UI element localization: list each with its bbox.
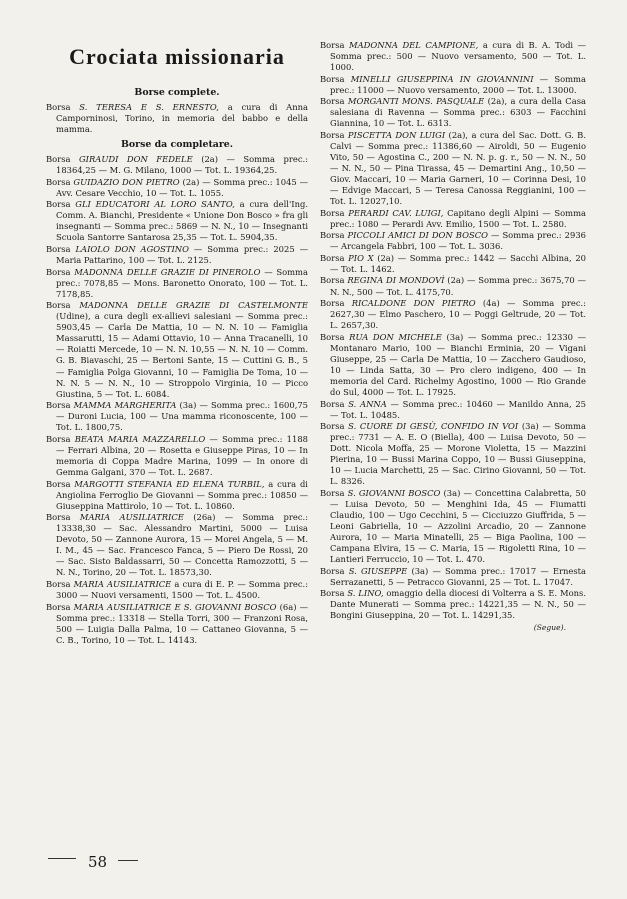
fund-entry — [46, 602, 308, 646]
right-column — [320, 40, 586, 633]
fund-name: PICCOLI AMICI DI DON BOSCO — [347, 230, 488, 241]
fund-name: PISCETTA DON LUIGI — [347, 129, 446, 140]
entry-text: (3a) — Somma prec.: 17017 — Ernesta Serrazanetti, 5 — Petracco Giovanni, 25 — Tot. L. 17047. — [330, 565, 586, 587]
fund-name: GLI EDUCATORI AL LORO SANTO, — [75, 199, 235, 210]
section-heading-to-complete: Borse da completare. — [120, 139, 234, 151]
entry-prefix: Borsa — [46, 478, 71, 489]
entry-text: — Somma prec.: 11000 — Nuovo versamento, 2000 — Tot. L. 13000. — [330, 73, 586, 95]
footer-rule-right — [118, 860, 138, 861]
entry-prefix: Borsa — [320, 96, 345, 107]
fund-name: MAMMA MARGHERITA — [73, 400, 177, 411]
entry-text: — Somma prec.: 2936 — Arcangela Fabbri, 100 — Tot. L. 3036. — [330, 230, 586, 252]
entry-prefix: Borsa — [46, 154, 71, 165]
entry-text: (4a) — Somma prec.: 2627,30 — Elmo Paschero, 10 — Poggi Geltrude, 20 — Tot. L. 2657,30. — [330, 298, 586, 331]
entry-prefix: Borsa — [320, 73, 345, 84]
fund-entry — [46, 154, 308, 176]
entry-text: (2a), a cura della Casa salesiana di Ravenna — Somma prec.: 6303 — Facchini Giannina, 10 — Tot. L. 6313. — [330, 96, 587, 129]
entry-prefix: Borsa — [320, 275, 345, 286]
fund-name: MINELLI GIUSEPPINA IN GIOVANNINI — [350, 73, 534, 84]
fund-name: REGINA DI MONDOVÌ — [347, 275, 445, 286]
entry-text: — Somma prec.: 7078,85 — Mons. Baronetto Onorato, 100 — Tot. L. 7178,85. — [56, 266, 308, 299]
left-column — [46, 40, 308, 646]
entry-text: (3a) — Somma prec.: 1600,75 — Duroni Lucia, 100 — Una mamma riconoscente, 100 — Tot. L. 1800,75. — [56, 400, 309, 433]
entry-prefix: Borsa — [46, 512, 71, 523]
fund-entry — [46, 400, 308, 433]
fund-name: MARIA AUSILIATRICE E S. GIOVANNI BOSCO — [73, 601, 277, 612]
fund-name: PIO X — [348, 252, 374, 263]
fund-entry — [320, 399, 586, 421]
entry-prefix: Borsa — [320, 487, 345, 498]
fund-name: S. LINO, — [347, 588, 384, 599]
entry-prefix: Borsa — [320, 565, 345, 576]
fund-entry — [320, 96, 586, 129]
fund-entry — [320, 275, 586, 297]
entry-text: (Udine), a cura degli ex-allievi salesiani — Somma prec.: 5903,45 — Carla De Mattia, 10 — N. N. 10 — Famiglia Massarutti, 15 — Adami Ottavio, 10 — Anna Tracanelli, 10 — Roiatti Mercede, 10 — N. N. 10,55 — N. N. 10 — Comm. G. B. Biavaschi, 25 — Bertoni Sante, 15 — Cuttini G. B., 5 — Famiglia Polga Giovanni, 10 — Famiglia De Toma, 10 — N. N. 5 — N. N., 10 — Stroppolo Virginia, 10 — Picco Giustina, 5 — Tot. L. 6084. — [56, 311, 308, 399]
fund-entry — [46, 267, 308, 300]
entry-prefix: Borsa — [46, 244, 71, 255]
fund-entry — [320, 40, 586, 73]
entry-text: — Somma prec.: 10460 — Manildo Anna, 25 — Tot. L. 10485. — [330, 398, 586, 420]
fund-name: MARIA AUSILIATRICE — [79, 512, 184, 523]
fund-entry — [46, 300, 308, 399]
entry-text: (3a) — Somma prec.: 12330 — Montanaro Mario, 100 — Bianchi Erminia, 20 — Vigani Giuseppe, 25 — Carla De Mattia, 10 — Zacchero Gaudioso, 10 — Linda Satta, 30 — Pro clero indigeno, 400 — In memoria del Card. Richelmy Agostino, 1000 — Rio Grande do Sul, 4000 — Tot. L. 17925. — [330, 331, 586, 397]
entry-prefix: Borsa — [46, 578, 71, 589]
entry-text: (26a) — Somma prec.: 13338,30 — Sac. Alessandro Martini, 5000 — Luisa Devoto, 50 — Zannone Aurora, 15 — Morei Angela, 5 — M. I. M., 45 — Sac. Francesco Fanca, 5 — Piero De Rossi, 20 — Sac. Sisto Baldassarri, 50 — Concetta Ramozzotti, 5 — N. N., Torino, 20 — Tot. L. 18573,30. — [56, 512, 309, 578]
fund-name: LAIOLO DON AGOSTINO — [75, 244, 189, 255]
fund-name: S. GIOVANNI BOSCO — [347, 487, 441, 498]
fund-name: S. ANNA — [348, 398, 387, 409]
page-title: Crociata missionaria — [69, 44, 285, 69]
entry-prefix: Borsa — [320, 40, 345, 50]
entry-prefix: Borsa — [320, 207, 345, 218]
section-heading-complete: Borse complete. — [134, 87, 220, 98]
entry-text: a cura di E. P. — Somma prec.: 3000 — Nuovi versamenti, 1500 — Tot. L. 4500. — [56, 578, 309, 600]
fund-entry — [320, 421, 586, 487]
fund-name: MARIA AUSILIATRICE — [73, 578, 172, 589]
fund-entry — [46, 199, 308, 243]
fund-name: MADONNA DELLE GRAZIE DI PINEROLO — [74, 266, 261, 277]
entry-text: a cura di Angiolina Ferroglio De Giovanni — Somma prec.: 10850 — Giuseppina Mattirolo, 10 — Tot. L. 10860. — [56, 478, 308, 511]
entry-prefix: Borsa — [320, 252, 345, 263]
entry-text: (3a) — Concettina Calabretta, 50 — Luisa Devoto, 50 — Menghini Ida, 45 — Fiumatti Claudio, 100 — Ugo Cecchini, 5 — Cicciuzzo Giuffrida, 5 — Leoni Gabriella, 10 — Azzolini Arcadio, 20 — Zannone Aurora, 10 — Maria Minatelli, 25 — Biga Paolina, 100 — Campana Elvira, 15 — C. Maria, 15 — Rigoletti Rina, 10 — Lantieri Ferruccio, 10 — Tot. L. 470. — [330, 487, 586, 565]
fund-entry — [46, 479, 308, 512]
fund-name: MARGOTTI STEFANIA ED ELENA TURBIL, — [74, 478, 265, 489]
fund-name: S. CUORE DI GESÙ, CONFIDO IN VOI — [348, 421, 519, 432]
page-number: 58 — [88, 853, 108, 871]
fund-entry — [320, 588, 586, 621]
entry-text: (2a) — Somma prec.: 18364,25 — M. G. Milano, 1000 — Tot. L. 19364,25. — [56, 154, 308, 176]
fund-name: PERARDI CAV. LUIGI, — [348, 207, 444, 218]
fund-name: MORGANTI MONS. PASQUALE — [347, 96, 485, 107]
fund-entry — [320, 298, 586, 331]
entry-text: (2a) — Somma prec.: 1442 — Sacchi Albina, 20 — Tot. L. 1462. — [330, 252, 587, 274]
entry-text: omaggio della diocesi di Volterra a S. E. Mons. Dante Munerati — Somma prec.: 14221,35 — N. N., 50 — Bongini Giuseppina, 20 — Tot. L. 14291,35. — [330, 588, 587, 621]
entry-text: (6a) — Somma prec.: 13318 — Stella Torri, 300 — Franzoni Rosa, 500 — Luigia Dalla Palma, 10 — Cattaneo Giovanna, 5 — C. B., Torino, 10 — Tot. L. 14143. — [56, 601, 309, 645]
entry-prefix: Borsa — [320, 129, 345, 140]
entry-prefix: Borsa — [320, 421, 345, 432]
fund-name: RUA DON MICHELE — [349, 331, 442, 342]
entry-prefix: Borsa — [46, 400, 71, 411]
fund-entry — [320, 74, 586, 96]
entry-text: — Somma prec.: 2025 — Maria Pattarino, 100 — Tot. L. 2125. — [56, 244, 308, 266]
entry-text: Capitano degli Alpini — Somma prec.: 1080 — Perardi Avv. Emilio, 1500 — Tot. L. 2580. — [330, 207, 587, 229]
fund-name: RICALDONE DON PIETRO — [351, 298, 476, 309]
entry-prefix: Borsa — [46, 300, 71, 311]
fund-entry — [320, 253, 586, 275]
entry-text: (3a) — Somma prec.: 7731 — A. E. O (Biella), 400 — Luisa Devoto, 50 — Dott. Nicola Moffa, 25 — Morone Violetta, 15 — Mazzini Pierina, 10 — Bussi Marina Coppo, 10 — Bussi Giuseppina, 10 — Lucia Marchetti, 25 — Sac. Cirino Giovanni, 50 — Tot. L. 8326. — [330, 421, 586, 487]
fund-name: GIRAUDI DON FEDELE — [78, 154, 193, 165]
fund-entry — [320, 332, 586, 398]
fund-entry — [46, 102, 308, 135]
entry-prefix: Borsa — [46, 199, 71, 210]
entry-text: — Somma prec.: 1188 — Ferrari Albina, 20 — Rosetta e Giuseppe Piras, 10 — In memoria di Coppa Madre Marina, 1099 — In onore di Gemma Galgani, 370 — Tot. L. 2687. — [56, 433, 308, 477]
fund-name: S. GIUSEPPE — [348, 565, 408, 576]
fund-entry — [320, 230, 586, 252]
fund-entry — [46, 177, 308, 199]
fund-name: S. TERESA E S. ERNESTO, — [79, 102, 219, 112]
entry-prefix: Borsa — [320, 230, 345, 241]
entry-text: (2a), a cura del Sac. Dott. G. B. Calvi — Somma prec.: 11386,60 — Airoldi, 50 — Eugenio Vito, 50 — Agostina C., 200 — N. N. p. g. r., 50 — N. N., 50 — N. N., 50 — Pina Tirassa, 45 — Demartini Ang., 10,50 — Giov. Maccari, 10 — Maria Garneri, 10 — Corinna Desi, 10 — Edvige Maccari, 5 — Teresa Canossa Reggianini, 100 — Tot. L. 12027,10. — [330, 129, 586, 207]
fund-entry — [320, 208, 586, 230]
entry-text: a cura dell'Ing. Comm. A. Bianchi, Presidente « Unione Don Bosco » fra gli insegnanti — Somma prec.: 5869 — N. N., 10 — Insegnanti Scuola Santorre Santarosa 25,35 — Tot. L. 5904,35. — [56, 199, 309, 243]
entry-prefix: Borsa — [46, 266, 71, 277]
entry-prefix: Borsa — [46, 601, 71, 612]
fund-entry — [46, 579, 308, 601]
entry-prefix: Borsa — [46, 176, 71, 187]
entry-text: (2a) — Somma prec.: 3675,70 — N. N., 500 — Tot. L. 4175,70. — [330, 275, 586, 297]
fund-entry — [320, 566, 586, 588]
fund-name: MADONNA DEL CAMPIONE, — [349, 40, 479, 50]
entry-prefix: Borsa — [46, 433, 71, 444]
entry-text: (2a) — Somma prec.: 1045 — Avv. Cesare Vecchio, 10 — Tot. L. 1055. — [56, 176, 308, 198]
fund-entry — [46, 434, 308, 478]
fund-entry — [46, 512, 308, 578]
fund-entry — [320, 488, 586, 565]
entry-text: a cura di B. A. Todi — Somma prec.: 500 — Nuovo versamento, 500 — Tot. L. 1000. — [330, 40, 587, 73]
entry-prefix: Borsa — [320, 331, 345, 342]
entry-prefix: Borsa — [320, 588, 345, 599]
entry-prefix: Borsa — [320, 298, 345, 309]
entry-prefix: Borsa — [46, 102, 71, 112]
entry-prefix: Borsa — [320, 398, 345, 409]
fund-name: GUIDAZIO DON PIETRO — [73, 176, 180, 187]
fund-list-right — [320, 40, 586, 621]
entry-text: a cura di Anna Camporninosi, Torino, in memoria del babbo e della mamma. — [56, 102, 309, 135]
fund-list-left — [46, 154, 308, 646]
fund-name: BEATA MARIA MAZZARELLO — [74, 433, 206, 444]
fund-name: MADONNA DELLE GRAZIE DI CASTELMONTE — [79, 300, 308, 311]
footer-rule-left — [48, 858, 76, 859]
fund-entry — [46, 244, 308, 266]
fund-entry — [320, 130, 586, 207]
continue-note: (Segue). — [533, 623, 566, 633]
